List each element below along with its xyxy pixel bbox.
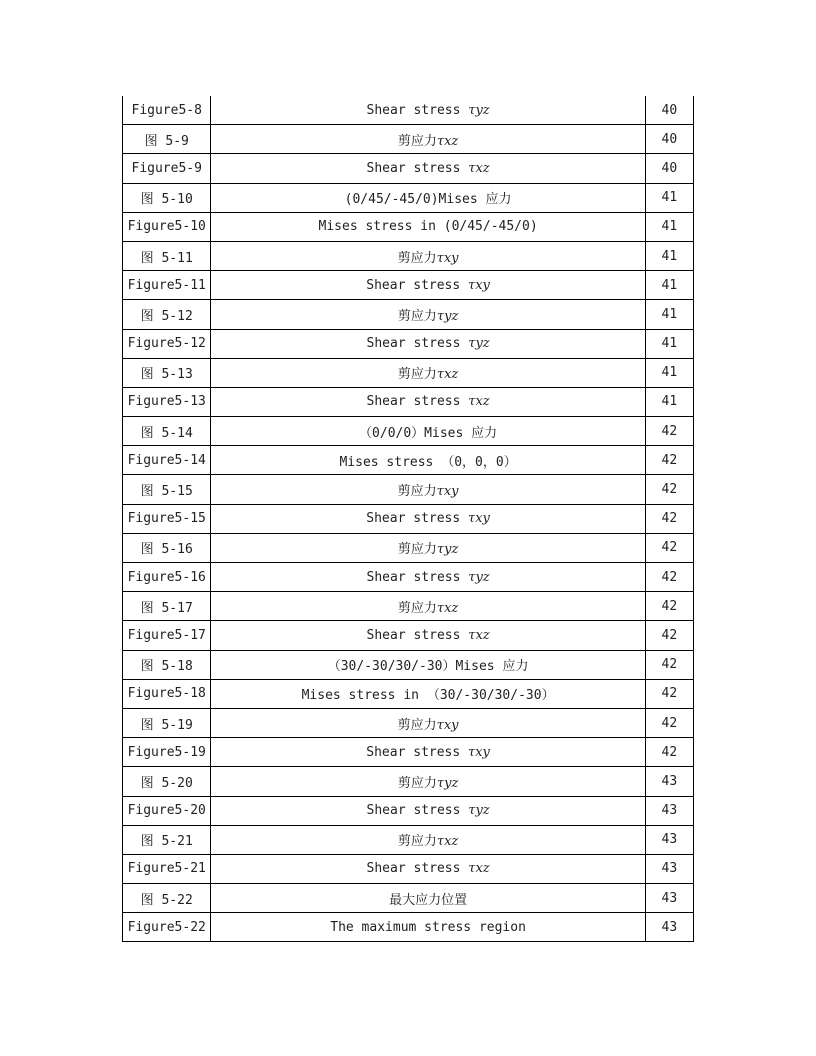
- figure-number: Figure5-17: [123, 621, 211, 650]
- figure-number: 图 5-15: [123, 475, 211, 504]
- figure-rows: [123, 96, 694, 942]
- page-number: 42: [645, 417, 693, 446]
- figure-number: 图 5-9: [123, 125, 211, 154]
- figure-caption: [211, 913, 645, 942]
- figure-caption: [211, 446, 645, 475]
- figure-caption: [211, 767, 645, 796]
- table-row: [123, 358, 694, 387]
- caption-text: 剪应力: [397, 600, 437, 616]
- stress-symbol: τxy: [468, 277, 490, 293]
- page-number: 41: [645, 387, 693, 416]
- page-number: 42: [645, 475, 693, 504]
- figure-caption: [211, 271, 645, 300]
- figure-caption: [211, 854, 645, 883]
- caption-text: Shear stress: [366, 160, 469, 176]
- page-number: 40: [645, 125, 693, 154]
- table-row: [123, 854, 694, 883]
- caption-text: （30/-30/30/-30）Mises 应力: [327, 659, 529, 675]
- stress-symbol: τxy: [436, 250, 459, 266]
- figure-number: Figure5-20: [123, 796, 211, 825]
- stress-symbol: τxz: [468, 861, 490, 877]
- caption-text: Shear stress: [366, 511, 469, 527]
- stress-symbol: τyz: [436, 308, 459, 324]
- stress-symbol: τxz: [436, 133, 459, 149]
- table-row: [123, 271, 694, 300]
- page-number: 43: [645, 767, 693, 796]
- table-row: [123, 533, 694, 562]
- caption-text: Shear stress: [366, 336, 469, 352]
- figure-number: Figure5-8: [123, 96, 211, 125]
- table-row: [123, 504, 694, 533]
- figure-number: 图 5-21: [123, 825, 211, 854]
- figure-caption: [211, 387, 645, 416]
- table-row: [123, 154, 694, 183]
- caption-text: Shear stress: [366, 569, 469, 585]
- stress-symbol: τyz: [468, 803, 490, 819]
- figure-caption: [211, 884, 645, 913]
- table-row: [123, 650, 694, 679]
- stress-symbol: τxz: [468, 627, 490, 643]
- page-number: 42: [645, 738, 693, 767]
- page-number: 41: [645, 241, 693, 270]
- figure-caption: [211, 329, 645, 358]
- caption-text: Shear stress: [366, 861, 469, 877]
- table-row: [123, 387, 694, 416]
- stress-symbol: τxy: [468, 511, 490, 527]
- figure-number: 图 5-12: [123, 300, 211, 329]
- figure-number: Figure5-14: [123, 446, 211, 475]
- page-number: 43: [645, 796, 693, 825]
- table-row: [123, 300, 694, 329]
- page-number: 43: [645, 825, 693, 854]
- page-number: 42: [645, 563, 693, 592]
- figure-caption: [211, 708, 645, 737]
- figure-number: Figure5-10: [123, 212, 211, 241]
- page-number: 42: [645, 446, 693, 475]
- caption-text: 剪应力: [397, 775, 437, 791]
- figure-number: 图 5-20: [123, 767, 211, 796]
- stress-symbol: τxz: [436, 834, 459, 850]
- figure-caption: [211, 183, 645, 212]
- caption-text: Shear stress: [366, 394, 469, 410]
- figure-caption: [211, 533, 645, 562]
- page-number: 42: [645, 533, 693, 562]
- table-row: [123, 446, 694, 475]
- caption-text: 剪应力: [397, 250, 437, 266]
- figure-number: Figure5-16: [123, 563, 211, 592]
- caption-text: （0/0/0）Mises 应力: [359, 425, 498, 441]
- figure-caption: [211, 125, 645, 154]
- table-row: [123, 708, 694, 737]
- table-row: [123, 592, 694, 621]
- page-number: 41: [645, 358, 693, 387]
- figure-caption: [211, 475, 645, 504]
- figure-caption: [211, 621, 645, 650]
- caption-text: Mises stress in （30/-30/30/-30）: [301, 688, 555, 704]
- figure-caption: [211, 796, 645, 825]
- figure-caption: [211, 592, 645, 621]
- figure-caption: [211, 96, 645, 125]
- stress-symbol: τxy: [468, 744, 490, 760]
- page-number: 41: [645, 212, 693, 241]
- table-row: [123, 796, 694, 825]
- figure-number: 图 5-22: [123, 884, 211, 913]
- figure-caption: [211, 154, 645, 183]
- figure-caption: [211, 650, 645, 679]
- figure-number: Figure5-19: [123, 738, 211, 767]
- table-row: [123, 621, 694, 650]
- list-of-figures-table: [122, 96, 694, 942]
- table-row: [123, 96, 694, 125]
- table-row: [123, 679, 694, 708]
- page-number: 41: [645, 183, 693, 212]
- caption-text: (0/45/-45/0)Mises 应力: [344, 192, 512, 208]
- table-row: [123, 825, 694, 854]
- page-number: 42: [645, 504, 693, 533]
- caption-text: 最大应力位置: [389, 892, 468, 908]
- table-row: [123, 183, 694, 212]
- caption-text: 剪应力: [397, 834, 437, 850]
- figure-caption: [211, 563, 645, 592]
- figure-number: 图 5-17: [123, 592, 211, 621]
- table-row: [123, 329, 694, 358]
- stress-symbol: τxz: [468, 160, 490, 176]
- stress-symbol: τxz: [436, 367, 459, 383]
- stress-symbol: τyz: [436, 542, 459, 558]
- stress-symbol: τyz: [436, 775, 459, 791]
- table-row: [123, 212, 694, 241]
- table-row: [123, 241, 694, 270]
- table-row: [123, 417, 694, 446]
- figure-caption: [211, 738, 645, 767]
- caption-text: Mises stress in (0/45/-45/0): [318, 219, 538, 235]
- page-number: 41: [645, 271, 693, 300]
- caption-text: Shear stress: [366, 102, 469, 118]
- caption-text: 剪应力: [397, 542, 437, 558]
- figure-number: 图 5-10: [123, 183, 211, 212]
- figure-caption: [211, 825, 645, 854]
- caption-text: Shear stress: [366, 803, 469, 819]
- caption-text: Shear stress: [366, 277, 469, 293]
- page-number: 42: [645, 621, 693, 650]
- page-number: 42: [645, 592, 693, 621]
- caption-text: 剪应力: [397, 717, 437, 733]
- caption-text: Shear stress: [366, 744, 469, 760]
- stress-symbol: τxz: [468, 394, 490, 410]
- figure-number: Figure5-11: [123, 271, 211, 300]
- figure-number: 图 5-13: [123, 358, 211, 387]
- page-number: 42: [645, 679, 693, 708]
- figure-caption: [211, 417, 645, 446]
- table-row: [123, 475, 694, 504]
- figure-number: Figure5-13: [123, 387, 211, 416]
- caption-text: The maximum stress region: [330, 919, 526, 935]
- caption-text: 剪应力: [397, 308, 437, 324]
- table-row: [123, 767, 694, 796]
- table-row: [123, 738, 694, 767]
- page-number: 41: [645, 329, 693, 358]
- figure-number: 图 5-18: [123, 650, 211, 679]
- page-number: 41: [645, 300, 693, 329]
- stress-symbol: τxz: [436, 600, 459, 616]
- figure-number: Figure5-12: [123, 329, 211, 358]
- page-number: 43: [645, 913, 693, 942]
- figure-number: Figure5-18: [123, 679, 211, 708]
- caption-text: 剪应力: [397, 133, 437, 149]
- stress-symbol: τxy: [436, 717, 459, 733]
- figure-number: 图 5-14: [123, 417, 211, 446]
- stress-symbol: τyz: [468, 569, 490, 585]
- caption-text: 剪应力: [397, 484, 437, 500]
- caption-text: Mises stress （0，0，0）: [339, 454, 517, 470]
- stress-symbol: τyz: [468, 102, 490, 118]
- caption-text: Shear stress: [366, 627, 469, 643]
- table-row: [123, 125, 694, 154]
- caption-text: 剪应力: [397, 367, 437, 383]
- page-number: 42: [645, 708, 693, 737]
- figure-caption: [211, 241, 645, 270]
- table-row: [123, 884, 694, 913]
- figure-number: Figure5-15: [123, 504, 211, 533]
- table-row: [123, 563, 694, 592]
- table-row: [123, 913, 694, 942]
- figure-number: Figure5-21: [123, 854, 211, 883]
- figure-number: 图 5-16: [123, 533, 211, 562]
- figure-number: 图 5-19: [123, 708, 211, 737]
- page-number: 42: [645, 650, 693, 679]
- page-number: 40: [645, 96, 693, 125]
- figure-number: Figure5-9: [123, 154, 211, 183]
- figure-caption: [211, 300, 645, 329]
- stress-symbol: τyz: [468, 336, 490, 352]
- figure-number: 图 5-11: [123, 241, 211, 270]
- figure-caption: [211, 212, 645, 241]
- figure-caption: [211, 504, 645, 533]
- figure-caption: [211, 679, 645, 708]
- stress-symbol: τxy: [436, 484, 459, 500]
- figure-number: Figure5-22: [123, 913, 211, 942]
- page-number: 43: [645, 884, 693, 913]
- page-number: 40: [645, 154, 693, 183]
- page-number: 43: [645, 854, 693, 883]
- figure-caption: [211, 358, 645, 387]
